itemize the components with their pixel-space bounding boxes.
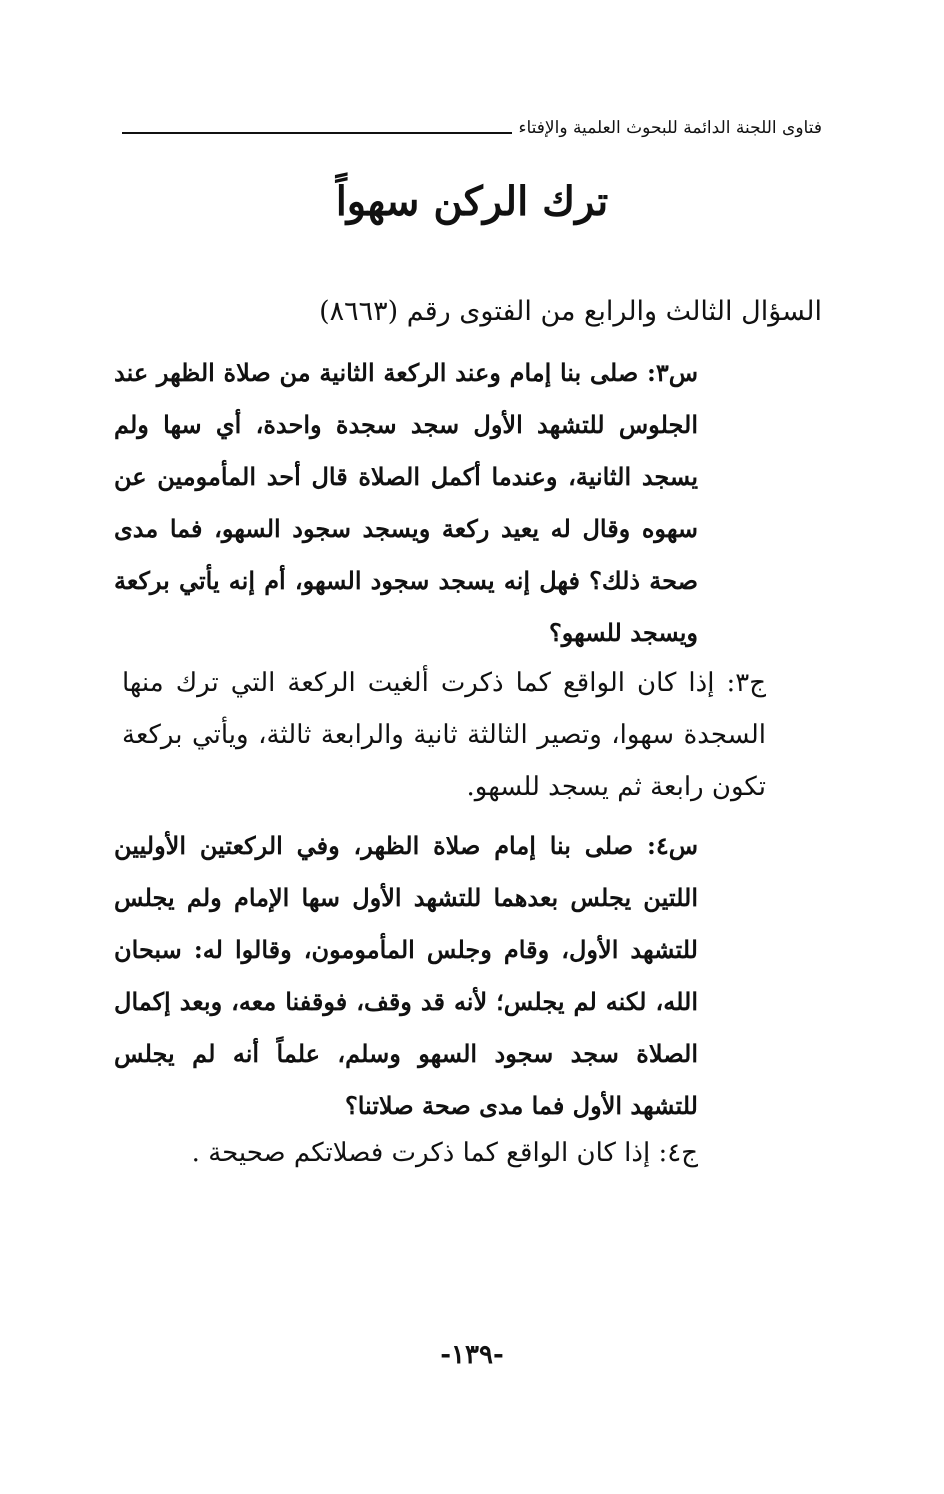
question-4-text: س٤: صلى بنا إمام صلاة الظهر، وفي الركعتين الأوليين اللتين يجلس بعدهما للتشهد الأول سها الإمام ولم يجلس للتشهد الأول، وقام وجلس المأمومون، وقالوا له: سبحان الله، لكنه لم يجلس؛ لأنه قد وقف، فوقفنا معه، وبعد إكمال الصلاة سجد سجود السهو وسلم، علماً أنه لم يجلس للتشهد الأول فما مدى صحة صلاتنا؟	[114, 831, 698, 1120]
question-4	[114, 820, 754, 1132]
header-rule	[122, 132, 512, 134]
running-header	[122, 118, 822, 138]
page-title: ترك الركن سهواً	[335, 178, 609, 225]
answer-4	[114, 1127, 754, 1179]
question-3	[114, 347, 754, 659]
running-header-title: فتاوى اللجنة الدائمة للبحوث العلمية والإفتاء	[518, 118, 822, 138]
page-number: -١٣٩-	[440, 1340, 504, 1370]
answer-4-text: ج٤: إذا كان الواقع كما ذكرت فصلاتكم صحيحة .	[191, 1138, 698, 1168]
answer-3	[122, 657, 822, 813]
fatwa-intro: السؤال الثالث والرابع من الفتوى رقم (٨٦٦٣)	[319, 296, 822, 327]
question-3-text: س٣: صلى بنا إمام وعند الركعة الثانية من صلاة الظهر عند الجلوس للتشهد الأول سجد سجدة واحدة، أي سها ولم يسجد الثانية، وعندما أكمل الصلاة قال أحد المأمومين عن سهوه وقال له يعيد ركعة ويسجد سجود السهو، فما مدى صحة ذلك؟ فهل إنه يسجد سجود السهو، أم إنه يأتي بركعة ويسجد للسهو؟	[114, 358, 698, 647]
answer-3-text: ج٣: إذا كان الواقع كما ذكرت ألغيت الركعة التي ترك منها السجدة سهوا، وتصير الثالثة ثانية والرابعة ثالثة، ويأتي بركعة تكون رابعة ثم يسجد للسهو.	[122, 668, 766, 802]
